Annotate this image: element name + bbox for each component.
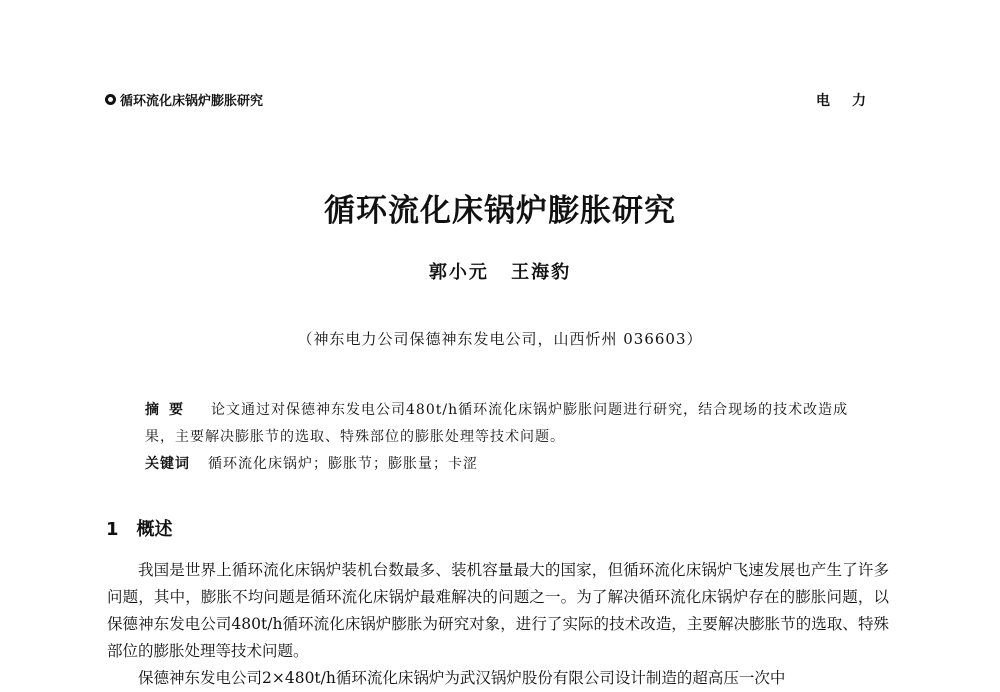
abstract: [145, 397, 865, 451]
keywords-label: 关键词: [145, 456, 190, 472]
body-paragraph-2: 保德神东发电公司2×480t/h循环流化床锅炉为武汉锅炉股份有限公司设计制造的超高压一次中: [138, 669, 786, 687]
abstract-label: 摘要: [145, 402, 193, 418]
section-number: 1: [106, 519, 119, 540]
keywords-text: 循环流化床锅炉；膨胀节；膨胀量；卡涩: [208, 456, 478, 472]
running-header-left: [105, 90, 263, 109]
journal-name: 电力: [816, 93, 888, 109]
section-heading: [106, 515, 173, 541]
running-title: 循环流化床锅炉膨胀研究: [120, 94, 264, 109]
body-paragraph-1: 我国是世界上循环流化床锅炉装机台数最多、装机容量最大的国家，但循环流化床锅炉飞速发展也产生了许多问题，其中，膨胀不均问题是循环流化床锅炉最难解决的问题之一。为了解决循环流化床锅炉存在的膨胀问题，以保德神东发电公司480t/h循环流化床锅炉膨胀为研究对象，进行了实际的技术改造，主要解决膨胀节的选取、特殊部位的膨胀处理等技术问题。: [107, 561, 889, 660]
keywords: [145, 451, 865, 478]
abstract-text: 论文通过对保德神东发电公司480t/h循环流化床锅炉膨胀问题进行研究，结合现场的技术改造成果，主要解决膨胀节的选取、特殊部位的膨胀处理等技术问题。: [145, 402, 849, 445]
paper-title: 循环流化床锅炉膨胀研究: [324, 193, 676, 229]
affiliation: （神东电力公司保德神东发电公司，山西忻州 036603）: [297, 330, 703, 348]
section-title: 概述: [136, 519, 173, 540]
circle-bullet-icon: [105, 94, 116, 105]
author-list: 郭小元 王海豹: [428, 262, 572, 283]
